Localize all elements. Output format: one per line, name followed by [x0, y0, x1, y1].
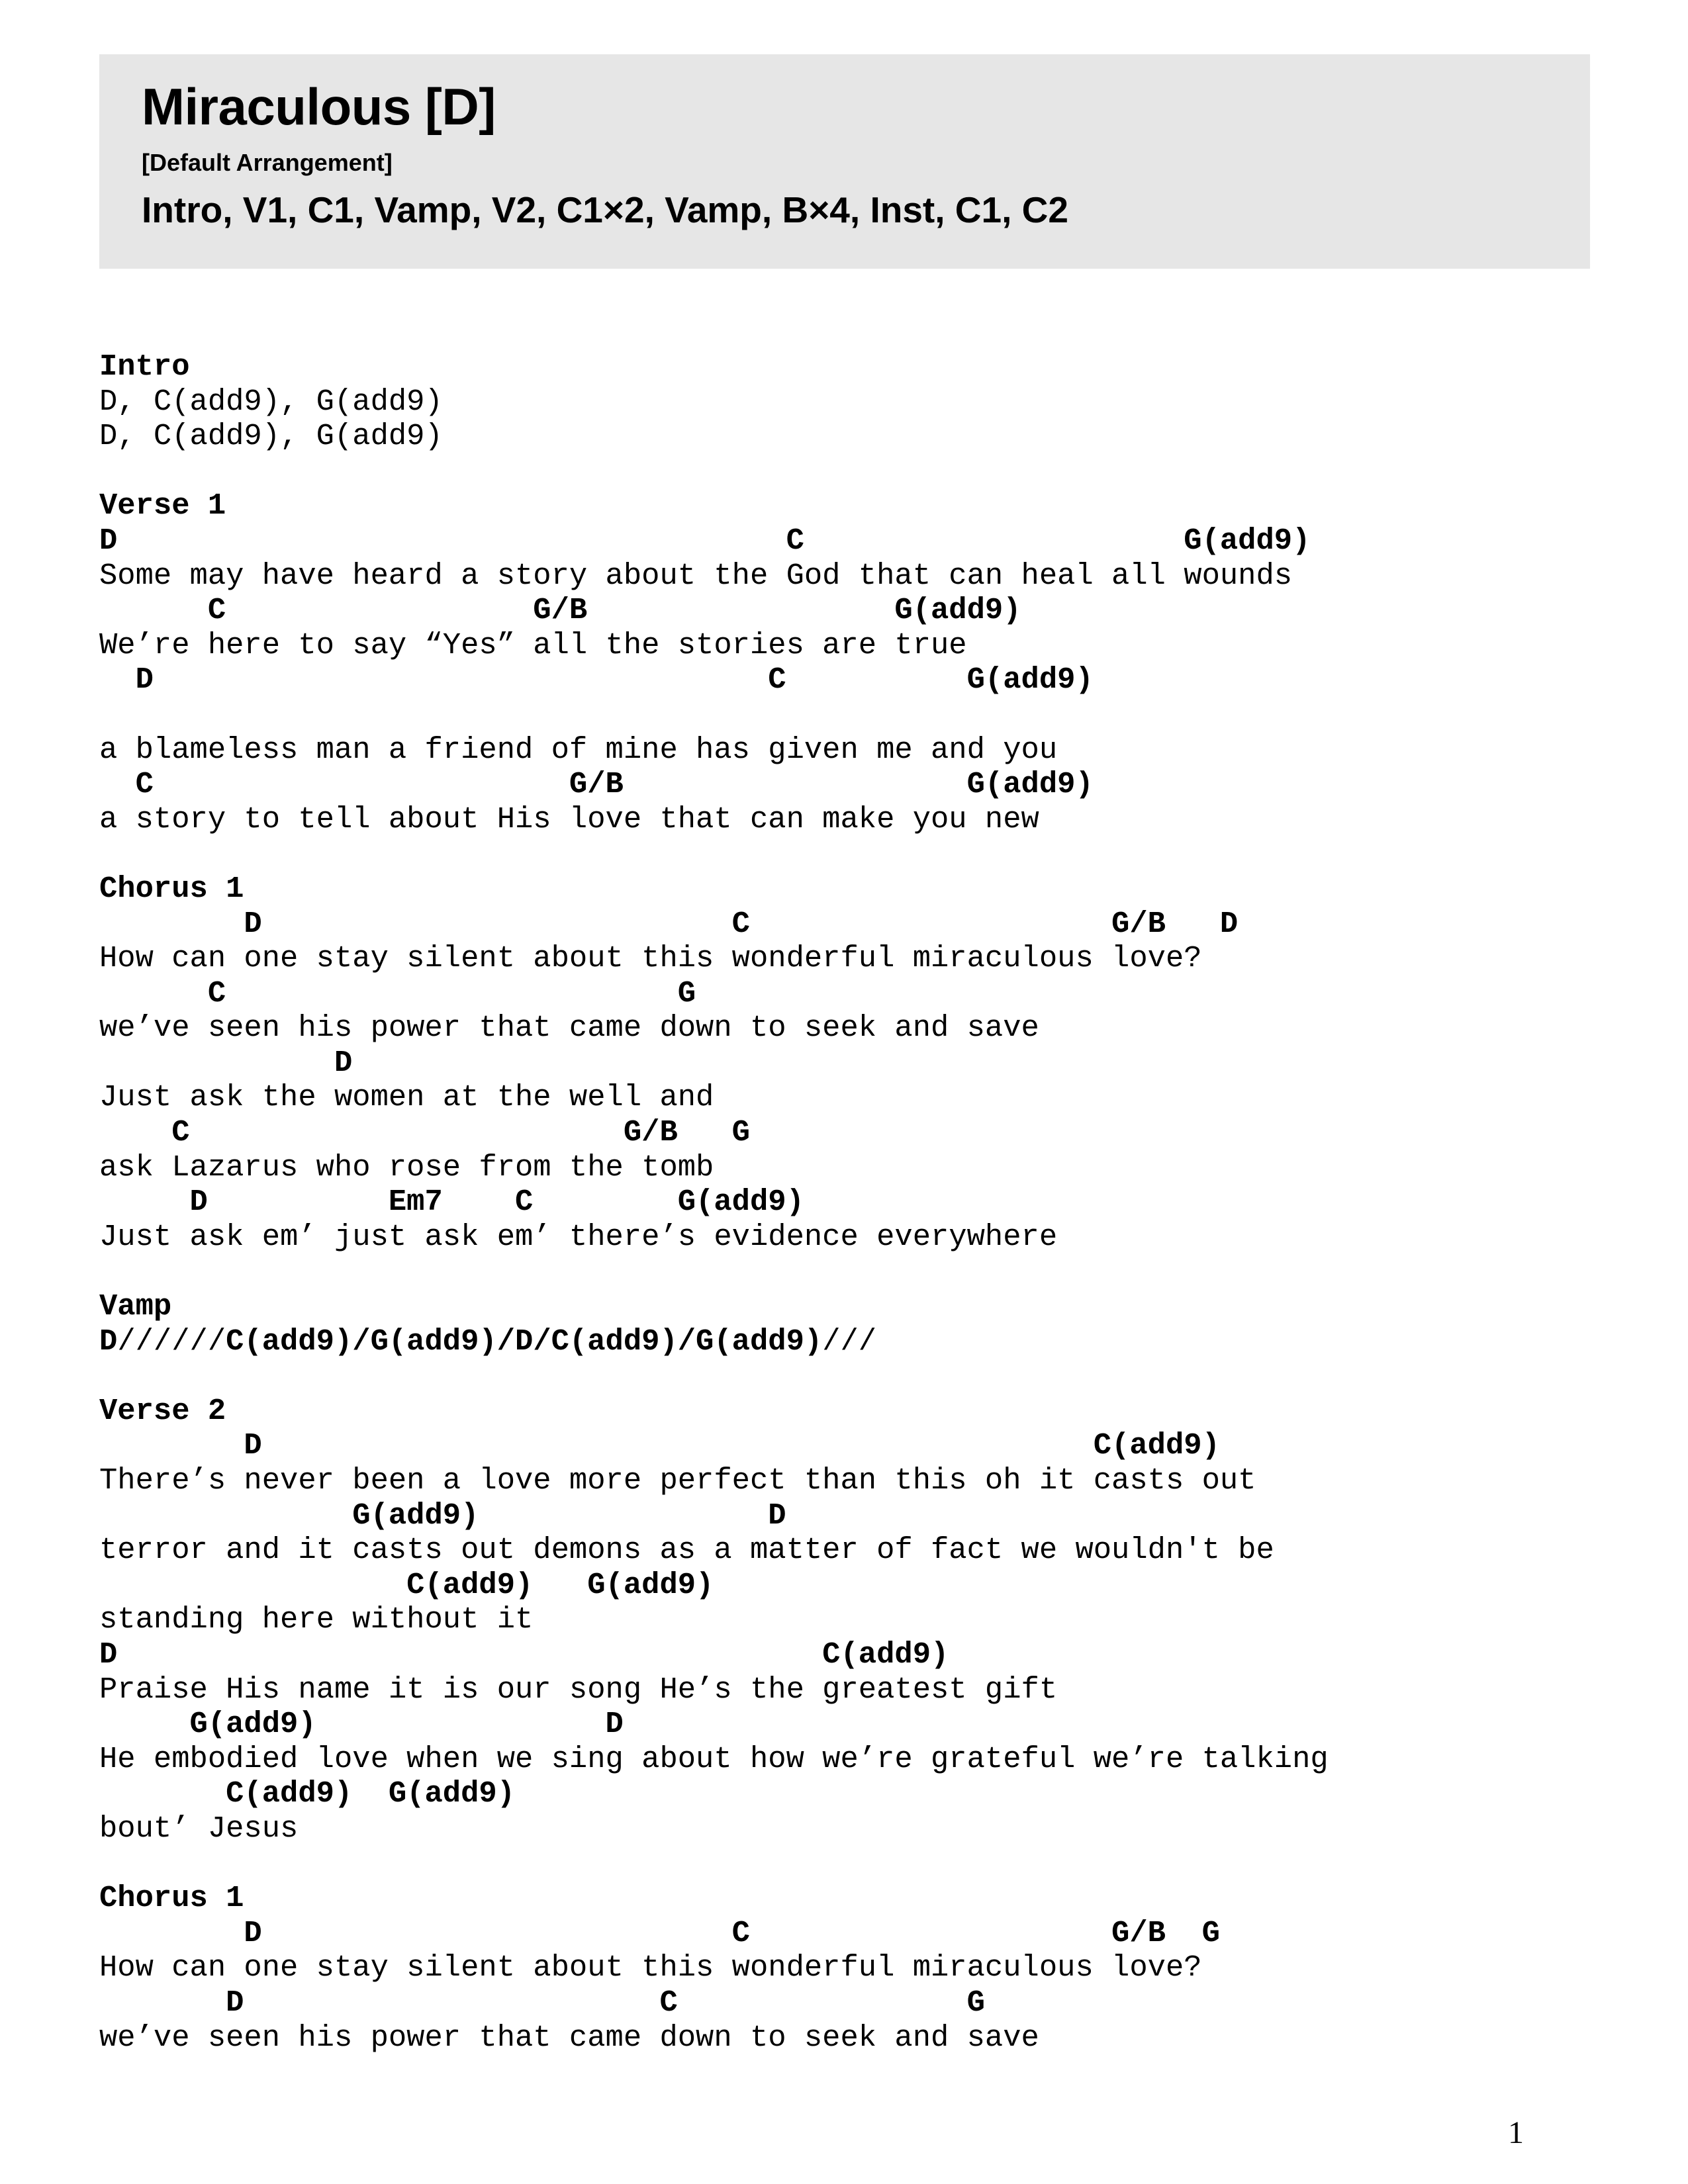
lyric-line: we’ve seen his power that came down to seek and save: [99, 2020, 1039, 2055]
section-heading: Chorus 1: [99, 1881, 244, 1916]
chord-line: D C G(add9): [99, 662, 1094, 698]
lyric-line: standing here without it: [99, 1602, 534, 1637]
lyric-line: terror and it casts out demons as a matter of fact we wouldn't be: [99, 1533, 1274, 1568]
lyric-line: Praise His name it is our song He’s the greatest gift: [99, 1672, 1058, 1707]
blank-line: [99, 1846, 1622, 1882]
chord-line: D Em7 C G(add9): [99, 1185, 804, 1220]
lyric-line: How can one stay silent about this wonderful miraculous love?: [99, 941, 1202, 976]
song-order: Intro, V1, C1, Vamp, V2, C1×2, Vamp, B×4, Inst, C1, C2: [142, 189, 1068, 230]
chord-sheet: [99, 349, 1622, 2055]
blank-line: [99, 1359, 1622, 1394]
blank-line: [99, 454, 1622, 489]
chord-line: D C G/B D: [99, 906, 1239, 941]
blank-line: [99, 837, 1622, 872]
section-heading: Chorus 1: [99, 871, 244, 906]
page-number: 1: [1508, 2115, 1524, 2150]
lyric-line: a blameless man a friend of mine has given me and you: [99, 732, 1058, 767]
lyric-line: D, C(add9), G(add9): [99, 419, 443, 454]
song-header: [99, 54, 1590, 269]
lyric-line: How can one stay silent about this wonderful miraculous love?: [99, 1950, 1202, 1985]
chord-line: C G/B G(add9): [99, 593, 1021, 628]
lyric-line: There’s never been a love more perfect than this oh it casts out: [99, 1463, 1256, 1498]
section-heading: Verse 2: [99, 1393, 226, 1428]
chord-line: G(add9) D: [99, 1498, 786, 1533]
vamp-slashes: ///: [822, 1324, 877, 1359]
chord-line: G(add9) D: [99, 1707, 624, 1742]
section-heading: Verse 1: [99, 488, 226, 523]
lyric-line: We’re here to say “Yes” all the stories are true: [99, 627, 967, 662]
chord-line: C(add9) G(add9): [99, 1567, 714, 1602]
chord-line: C(add9) G(add9): [99, 1776, 516, 1811]
vamp-chords: D: [99, 1324, 118, 1359]
lyric-line: bout’ Jesus: [99, 1811, 299, 1846]
lyric-line: a story to tell about His love that can make you new: [99, 801, 1039, 837]
section-heading: Intro: [99, 349, 190, 384]
lyric-line: Just ask the women at the well and: [99, 1080, 714, 1115]
chord-line: D C G(add9): [99, 523, 1311, 558]
song-title: Miraculous [D]: [142, 77, 496, 136]
chord-line: D C(add9): [99, 1637, 949, 1672]
blank-line: [99, 698, 1622, 733]
lyric-line: Some may have heard a story about the God that can heal all wounds: [99, 558, 1293, 593]
lyric-line: D, C(add9), G(add9): [99, 384, 443, 419]
lyric-line: ask Lazarus who rose from the tomb: [99, 1150, 714, 1185]
chord-line: C G/B G(add9): [99, 767, 1094, 802]
section-heading: Vamp: [99, 1289, 172, 1324]
chord-line: D C G/B G: [99, 1915, 1220, 1950]
chord-line: D C G: [99, 1985, 985, 2020]
chord-line: C G/B G: [99, 1115, 750, 1150]
chord-line: D C(add9): [99, 1428, 1220, 1463]
lyric-line: Just ask em’ just ask em’ there’s evidence everywhere: [99, 1219, 1058, 1254]
lyric-line: we’ve seen his power that came down to seek and save: [99, 1011, 1039, 1046]
arrangement-label: [Default Arrangement]: [142, 149, 393, 176]
chord-line: D: [99, 1045, 353, 1080]
blank-line: [99, 1254, 1622, 1289]
vamp-chords: C(add9)/G(add9)/D/C(add9)/G(add9): [226, 1324, 823, 1359]
vamp-slashes: //////: [117, 1324, 226, 1359]
vamp-line: [99, 1324, 1622, 1359]
lyric-line: He embodied love when we sing about how we’re grateful we’re talking: [99, 1741, 1329, 1776]
chord-line: C G: [99, 976, 696, 1011]
